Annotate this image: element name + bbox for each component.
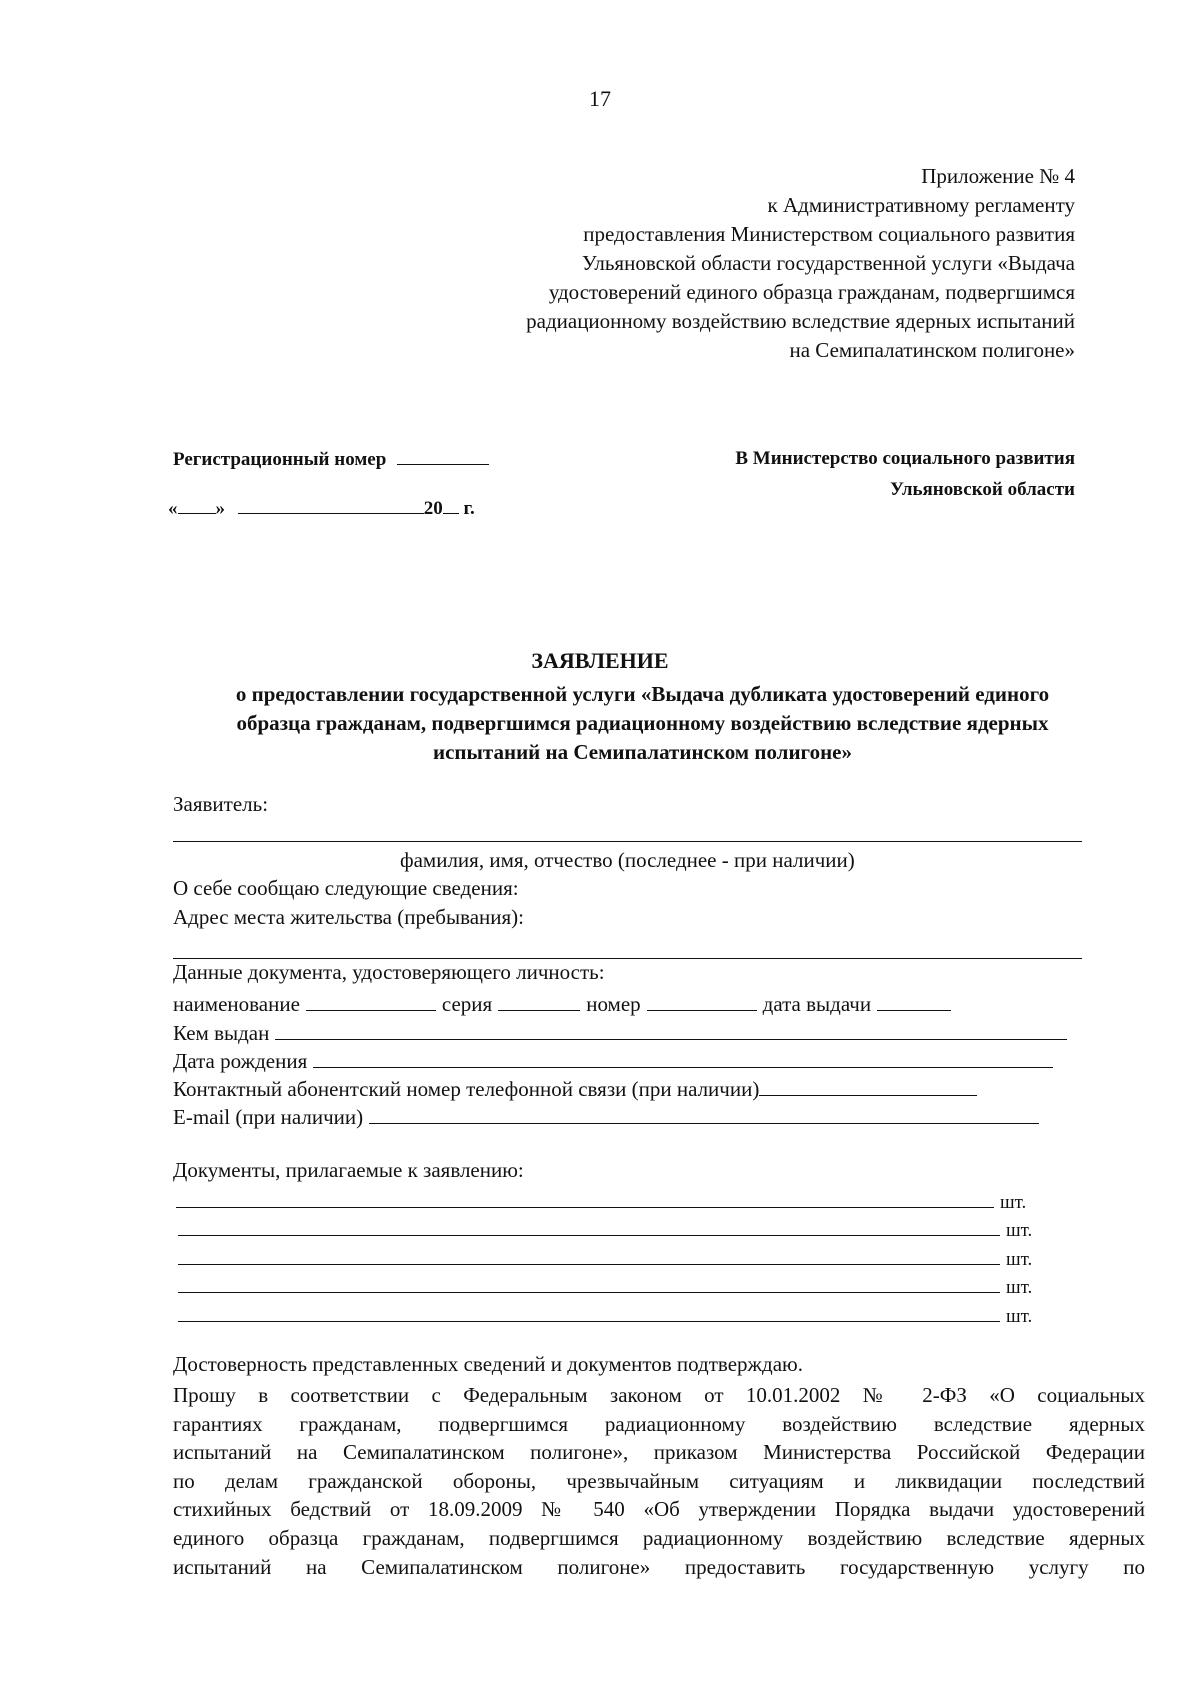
identity-header: Данные документа, удостоверяющего личность: bbox=[173, 960, 605, 984]
attached-document-line bbox=[178, 1216, 1032, 1242]
email-row bbox=[173, 1101, 1045, 1130]
doc-series-label: серия bbox=[441, 992, 493, 1017]
attached-document-field[interactable] bbox=[178, 1245, 1000, 1265]
attached-document-line bbox=[176, 1188, 1026, 1214]
request-line: по делам гражданской обороны, чрезвычайным ситуациям и ликвидации последствий bbox=[173, 1468, 1145, 1493]
subtitle-line: образца гражданам, подвергшимся радиационному воздействию вследствие ядерных bbox=[236, 711, 1049, 735]
page-number: 17 bbox=[589, 86, 611, 111]
appendix-line: Приложение № 4 bbox=[921, 164, 1075, 188]
unit-label: шт. bbox=[1006, 1277, 1033, 1298]
attached-document-field[interactable] bbox=[178, 1273, 1000, 1293]
request-line: гарантиях гражданам, подвергшимся радиационному воздействию вследствие ядерных bbox=[173, 1411, 1145, 1436]
email-field[interactable] bbox=[369, 1101, 1039, 1124]
attached-document-field[interactable] bbox=[178, 1302, 1000, 1322]
request-line: испытаний на Семипалатинском полигоне» предоставить государственную услугу по bbox=[173, 1554, 1145, 1579]
date-month-field[interactable] bbox=[238, 494, 424, 514]
request-line: единого образца гражданам, подвергшимся радиационному воздействию вследствие ядерных bbox=[173, 1525, 1145, 1550]
unit-label: шт. bbox=[1006, 1220, 1033, 1241]
birth-date-field[interactable] bbox=[313, 1045, 1053, 1068]
birth-date-label: Дата рождения bbox=[173, 1049, 308, 1074]
appendix-line: на Семипалатинском полигоне» bbox=[789, 338, 1075, 362]
applicant-name-caption: фамилия, имя, отчество (последнее - при наличии) bbox=[400, 848, 855, 872]
issued-by-label: Кем выдан bbox=[173, 1021, 270, 1046]
applicant-name-field[interactable] bbox=[173, 841, 1082, 842]
doc-series-field[interactable] bbox=[498, 988, 580, 1011]
appendix-line: к Административному регламенту bbox=[767, 193, 1075, 217]
unit-label: шт. bbox=[1000, 1192, 1027, 1213]
attached-document-line bbox=[178, 1273, 1032, 1299]
identity-document-row bbox=[173, 988, 957, 1017]
issued-by-field[interactable] bbox=[275, 1017, 1067, 1040]
doc-name-label: наименование bbox=[173, 992, 300, 1017]
registration-number-row bbox=[173, 445, 489, 471]
appendix-header bbox=[526, 162, 1075, 365]
phone-row bbox=[173, 1073, 983, 1102]
issued-by-row bbox=[173, 1017, 1073, 1046]
date-close-quote: » bbox=[215, 498, 225, 519]
doc-issue-date-label: дата выдачи bbox=[762, 992, 872, 1017]
appendix-line: Ульяновской области государственной услуги «Выдача bbox=[581, 251, 1075, 275]
unit-label: шт. bbox=[1006, 1306, 1033, 1327]
date-open-quote: « bbox=[168, 498, 178, 519]
subtitle-line: испытаний на Семипалатинском полигоне» bbox=[432, 740, 852, 764]
request-paragraph bbox=[173, 1381, 1145, 1581]
attached-document-line bbox=[178, 1302, 1032, 1328]
appendix-line: удостоверений единого образца гражданам, подвергшимся bbox=[548, 280, 1075, 304]
registration-date-row bbox=[168, 494, 475, 520]
date-day-field[interactable] bbox=[178, 494, 216, 514]
attached-document-field[interactable] bbox=[178, 1216, 1000, 1236]
addressee-block bbox=[735, 443, 1075, 505]
address-field[interactable] bbox=[173, 958, 1082, 959]
document-title: ЗАЯВЛЕНИЕ bbox=[531, 648, 669, 673]
request-line: испытаний на Семипалатинском полигоне», приказом Министерства Российской Федерации bbox=[173, 1440, 1145, 1465]
info-label: О себе сообщаю следующие сведения: bbox=[173, 876, 519, 900]
addressee-line: Ульяновской области bbox=[890, 479, 1075, 500]
registration-number-label: Регистрационный номер bbox=[173, 449, 387, 470]
doc-issue-date-field[interactable] bbox=[877, 988, 951, 1011]
birth-date-row bbox=[173, 1045, 1059, 1074]
address-label: Адрес места жительства (пребывания): bbox=[173, 905, 525, 929]
document-subtitle bbox=[170, 680, 1115, 767]
date-year-suffix: г. bbox=[463, 498, 475, 519]
attached-document-field[interactable] bbox=[176, 1188, 994, 1208]
confirmation-text: Достоверность представленных сведений и документов подтверждаю. bbox=[173, 1352, 803, 1376]
subtitle-line: о предоставлении государственной услуги «Выдача дубликата удостоверений единого bbox=[235, 682, 1050, 706]
doc-number-field[interactable] bbox=[647, 988, 757, 1011]
appendix-line: радиационному воздействию вследствие ядерных испытаний bbox=[526, 309, 1075, 333]
request-line: Прошу в соответствии с Федеральным законом от 10.01.2002 № 2-ФЗ «О социальных bbox=[173, 1383, 1145, 1407]
email-label: E-mail (при наличии) bbox=[173, 1105, 364, 1130]
date-year-prefix: 20 bbox=[423, 498, 443, 519]
doc-number-label: номер bbox=[586, 992, 641, 1017]
appendix-line: предоставления Министерством социального развития bbox=[583, 222, 1075, 246]
attached-document-line bbox=[178, 1245, 1032, 1271]
attached-documents-label: Документы, прилагаемые к заявлению: bbox=[173, 1158, 524, 1182]
date-year-field[interactable] bbox=[443, 494, 459, 514]
request-line: стихийных бедствий от 18.09.2009 № 540 «Об утверждении Порядка выдачи удостоверений bbox=[173, 1497, 1145, 1522]
unit-label: шт. bbox=[1006, 1249, 1033, 1270]
registration-number-field[interactable] bbox=[397, 445, 489, 465]
applicant-label: Заявитель: bbox=[173, 792, 269, 816]
doc-name-field[interactable] bbox=[306, 988, 436, 1011]
phone-field[interactable] bbox=[759, 1073, 977, 1096]
addressee-line: В Министерство социального развития bbox=[735, 448, 1075, 469]
phone-label: Контактный абонентский номер телефонной связи (при наличии) bbox=[173, 1077, 760, 1102]
